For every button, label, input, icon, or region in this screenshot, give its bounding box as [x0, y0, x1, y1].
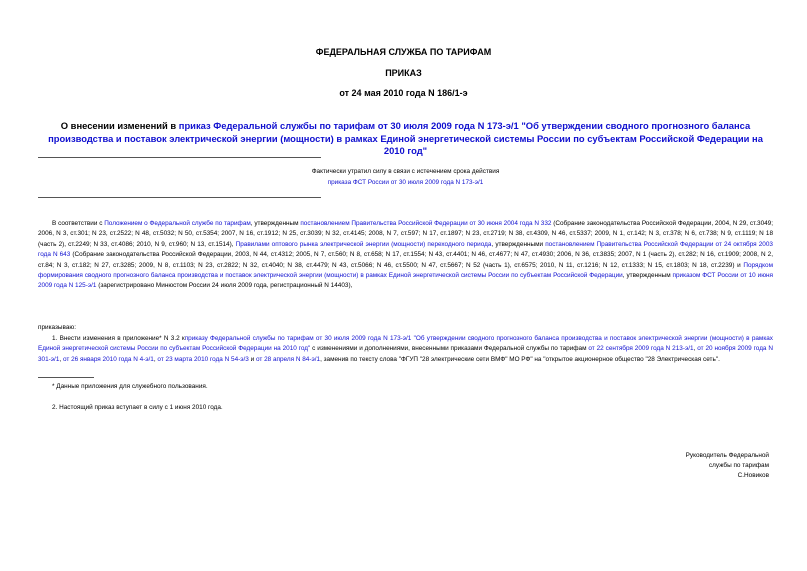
- status-note-link[interactable]: приказа ФСТ России от 30 июля 2009 года N 173-э/1: [327, 179, 484, 186]
- link-amendment-84[interactable]: от 28 апреля N 84-э/1: [255, 355, 321, 363]
- title-prefix: О внесении изменений в: [60, 120, 179, 131]
- link-government-decree-332[interactable]: постановлением Правительства Российской Федерации от 30 июня 2004 года N 332: [300, 220, 552, 227]
- text-segment: (Собрание законодательства Российской Федерации, 2004, N 29, ст.3049; 2006, N 3, ст.301; N 23, ст.2522; N 48, ст.5032; N 50, ст.5354; 2007, N 16, ст.1912; N 25, ст.3039; N 32, ст.4145; 2008, N 7, ст.597; N 17, ст.1897; N 23, ст.2719; N 38, ст.4309, N 46, ст.5337; 2009, N 1, ст.142; N 3, ст.378; N 6, ст.738; N 9, ст.1119; N 18 (часть 2), ст.2249; N 33, ст.4086; 2010, N 9, ст.960; N 13, ст.1514),: [38, 220, 774, 248]
- text-segment: ,: [153, 355, 158, 363]
- preamble-paragraph: [38, 219, 773, 292]
- signature-title-line1: Руководитель Федеральной: [685, 452, 769, 459]
- status-note: Фактически утратил силу в связи с истечением срока действия: [311, 168, 500, 175]
- text-segment: ,: [693, 345, 698, 353]
- link-fst-order-173[interactable]: приказу Федеральной службы по тарифам от 30 июля 2009 года N 173-э/1 "Об утверждении сводного прогнозного баланса производства и поставок электрической энергии (мощности) в рамках Единой энергетической системы России по субъектам Российской Федерации на 2010 год": [38, 335, 774, 353]
- order-word: приказываю:: [38, 324, 76, 331]
- text-segment: 1. Внести изменения в приложение* N 3.2 к: [52, 335, 185, 342]
- footnote: * Данные приложения для служебного пользования.: [52, 383, 208, 390]
- text-segment: В соответствии с: [52, 220, 105, 227]
- link-fst-order-125[interactable]: приказом ФСТ России от 10 июня 2009 года N 125-э/1: [38, 272, 774, 290]
- link-balance-procedure[interactable]: Порядком формирования сводного прогнозного баланса производства и поставок электрической энергии (мощности) в рамках Единой энергетической системы России по субъектам Российской Федерации: [38, 261, 773, 280]
- link-amendment-4[interactable]: от 26 января 2010 года N 4-э/1: [62, 355, 154, 363]
- text-segment: , утвержденными: [491, 240, 546, 248]
- doc-type: ПРИКАЗ: [385, 68, 422, 78]
- doc-date-number: от 24 мая 2010 года N 186/1-э: [339, 88, 468, 98]
- text-segment: , утвержденным: [622, 272, 673, 280]
- divider-top: [38, 157, 321, 158]
- link-amendment-301[interactable]: от 20 ноября 2009 года N 301-э/1: [38, 345, 773, 363]
- document-title: [38, 120, 773, 158]
- signature-name: С.Новиков: [737, 472, 769, 479]
- text-segment: и: [248, 355, 256, 363]
- agency-name: ФЕДЕРАЛЬНАЯ СЛУЖБА ПО ТАРИФАМ: [315, 47, 492, 57]
- link-fst-regulation[interactable]: Положением о Федеральной службе по тарифам: [104, 220, 251, 227]
- text-segment: , заменив по тексту слова "ФГУП "28 электрические сети ВМФ" МО РФ" на "открытое акционерное общество "28 Электрическая сеть".: [320, 355, 720, 363]
- footnote-divider: [38, 377, 94, 378]
- clause-2: 2. Настоящий приказ вступает в силу с 1 июня 2010 года.: [52, 404, 223, 411]
- text-segment: (зарегистрировано Минюстом России 24 июля 2009 года, регистрационный N 14403),: [96, 282, 353, 290]
- link-wholesale-market-rules[interactable]: Правилами оптового рынка электрической энергии (мощности) переходного периода: [235, 240, 492, 248]
- status-note-link-row: [38, 179, 773, 186]
- link-government-decree-643[interactable]: постановлением Правительства Российской Федерации от 24 октября 2003 года N 643: [38, 240, 773, 259]
- text-segment: ,: [59, 355, 63, 363]
- title-link[interactable]: приказ Федеральной службы по тарифам от 30 июля 2009 года N 173-э/1 "Об утверждении сводного прогнозного баланса производства и поставок электрической энергии (мощности) в рамках Единой энергетической системы России по субъектам Российской Федерации на 2010 год": [48, 120, 763, 156]
- link-amendment-213[interactable]: от 22 сентября 2009 года N 213-э/1: [588, 345, 694, 353]
- text-segment: , утвержденным: [250, 220, 301, 227]
- clause-1: [38, 334, 773, 365]
- text-segment: с изменениями и дополнениями, внесенными приказами Федеральной службы по тарифам: [310, 345, 589, 353]
- signature-title-line2: службы по тарифам: [708, 462, 769, 469]
- divider-bottom: [38, 197, 321, 198]
- text-segment: (Собрание законодательства Российской Федерации, 2003, N 44, ст.4312; 2005, N 7, ст.560; N 8, ст.658; N 17, ст.1554; N 43, ст.4401; N 46, ст.4677; N 47, ст.4930; 2006, N 36, ст.3835; 2007, N 1 (часть 2), ст.282; N 16, ст.1909; 2008, N 2, ст.84; N 3, ст.182; N 27, ст.3285; 2009, N 8, ст.1103; N 23, ст.2822; N 32, ст.4040; N 38, ст.4479; N 43, ст.5066; N 46, ст.5500; N 47, ст.5667; N 52 (часть 1), ст.6575; 2010, N 11, ст.1216; N 12, ст.1333; N 15, ст.1803; N 18, ст.2239) и: [38, 251, 774, 269]
- link-amendment-54[interactable]: от 23 марта 2010 года N 54-э/3: [157, 355, 249, 363]
